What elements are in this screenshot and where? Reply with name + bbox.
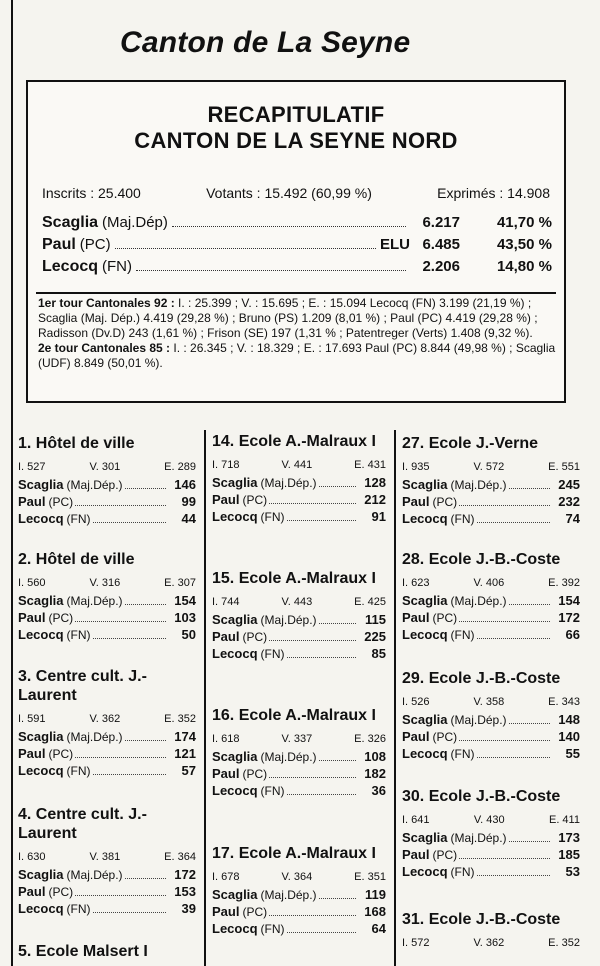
station-inscrits: I. 623 xyxy=(402,577,430,589)
station-inscrits: I. 591 xyxy=(18,713,46,725)
station-inscrits: I. 526 xyxy=(402,696,430,708)
station-votants: V. 381 xyxy=(89,851,121,863)
station-exprimes: E. 326 xyxy=(354,733,386,745)
candidate-party: (FN) xyxy=(450,628,475,642)
station-name: 30. Ecole J.-B.-Coste xyxy=(402,788,561,805)
station-exprimes: E. 352 xyxy=(548,937,580,949)
result-row xyxy=(212,766,386,783)
station-exprimes: E. 431 xyxy=(354,459,386,471)
candidate-party: (Maj.Dép.) xyxy=(450,478,507,492)
station-stats xyxy=(402,577,580,589)
leader-dots xyxy=(459,621,550,622)
result-row xyxy=(18,627,196,644)
candidate-votes: 174 xyxy=(174,729,196,744)
leader-dots xyxy=(319,898,356,899)
candidate-party: (PC) xyxy=(242,905,268,919)
result-row xyxy=(402,627,580,644)
leader-dots xyxy=(75,505,166,506)
candidate-votes: 172 xyxy=(174,867,196,882)
candidate-name: Paul xyxy=(212,492,240,507)
leader-dots xyxy=(509,488,550,489)
candidate-name: Paul xyxy=(18,610,46,625)
station-inscrits: I. 718 xyxy=(212,459,240,471)
station-inscrits: I. 527 xyxy=(18,461,46,473)
result-row xyxy=(18,494,196,511)
station-inscrits: I. 744 xyxy=(212,596,240,608)
leader-dots xyxy=(269,915,356,916)
station-name: 15. Ecole A.-Malraux I xyxy=(212,570,376,587)
result-row xyxy=(402,712,580,729)
leader-dots xyxy=(115,248,376,249)
candidate-name: Scaglia xyxy=(18,593,64,608)
previous-results xyxy=(38,296,556,371)
station-name: 27. Ecole J.-Verne xyxy=(402,435,539,452)
result-row xyxy=(212,904,386,921)
station-name: 5. Ecole Malsert I xyxy=(18,943,148,960)
candidate-name: Lecocq xyxy=(212,509,258,524)
result-row xyxy=(402,494,580,511)
result-row xyxy=(402,477,580,494)
station-name: 17. Ecole A.-Malraux I xyxy=(212,845,376,862)
candidate-name: Paul xyxy=(212,629,240,644)
exprimes: Exprimés : 14.908 xyxy=(437,185,550,201)
station-stats xyxy=(18,577,196,589)
candidate-votes: 44 xyxy=(181,511,196,526)
candidate-name: Lecocq xyxy=(402,627,448,642)
recap-title xyxy=(28,102,564,154)
result-row xyxy=(212,921,386,938)
leader-dots xyxy=(477,757,550,758)
recap-title-line2: CANTON DE LA SEYNE NORD xyxy=(134,128,458,153)
candidate-name: Paul xyxy=(402,610,430,625)
result-row xyxy=(18,610,196,627)
station-votants: V. 406 xyxy=(473,577,505,589)
leader-dots xyxy=(509,723,550,724)
column-rule-1 xyxy=(204,430,206,966)
station-name: 4. Centre cult. J.-Laurent xyxy=(18,806,147,842)
leader-dots xyxy=(269,640,356,641)
polling-station xyxy=(212,569,386,663)
station-exprimes: E. 411 xyxy=(548,814,580,826)
result-row xyxy=(18,884,196,901)
candidate-name: Lecocq xyxy=(18,511,64,526)
candidate-votes: 53 xyxy=(565,864,580,879)
candidate-votes: 64 xyxy=(371,921,386,936)
candidate-name: Paul xyxy=(42,236,76,253)
leader-dots xyxy=(459,740,550,741)
candidate-party: (Maj.Dép.) xyxy=(260,476,317,490)
candidate-name: Lecocq xyxy=(212,646,258,661)
result-row xyxy=(212,783,386,800)
candidate-votes: 185 xyxy=(558,847,580,862)
candidate-name: Lecocq xyxy=(42,258,99,275)
candidate-party: (PC) xyxy=(242,767,268,781)
leader-dots xyxy=(319,760,356,761)
tour2-note xyxy=(38,341,556,371)
candidate-party: (PC) xyxy=(48,885,74,899)
polling-station xyxy=(212,844,386,938)
candidate-name: Lecocq xyxy=(402,746,448,761)
polling-station xyxy=(212,432,386,526)
leader-dots xyxy=(75,757,166,758)
leader-dots xyxy=(93,912,166,913)
polling-station xyxy=(402,787,580,881)
station-exprimes: E. 307 xyxy=(164,577,196,589)
candidate-votes: 173 xyxy=(558,830,580,845)
station-exprimes: E. 425 xyxy=(354,596,386,608)
leader-dots xyxy=(287,657,356,658)
column-rule-2 xyxy=(394,430,396,966)
station-stats xyxy=(402,814,580,826)
leader-dots xyxy=(93,774,166,775)
candidate-party: (PC) xyxy=(432,611,458,625)
station-inscrits: I. 630 xyxy=(18,851,46,863)
leader-dots xyxy=(75,895,166,896)
candidate-party: (PC) xyxy=(432,730,458,744)
station-exprimes: E. 364 xyxy=(164,851,196,863)
candidate-votes: 6.217 xyxy=(422,214,460,231)
leader-dots xyxy=(75,621,166,622)
candidate-party: (PC) xyxy=(432,848,458,862)
station-exprimes: E. 343 xyxy=(548,696,580,708)
candidate-party: (PC) xyxy=(48,747,74,761)
candidate-party: (FN) xyxy=(260,510,285,524)
candidate-name: Lecocq xyxy=(402,511,448,526)
candidate-votes: 115 xyxy=(365,612,386,627)
candidate-party: (Maj.Dép.) xyxy=(260,888,317,902)
station-votants: V. 443 xyxy=(281,596,313,608)
leader-dots xyxy=(125,488,166,489)
station-stats xyxy=(212,733,386,745)
candidate-name: Lecocq xyxy=(212,921,258,936)
candidate-party: (FN) xyxy=(66,764,91,778)
candidate-votes: 108 xyxy=(364,749,386,764)
leader-dots xyxy=(125,740,166,741)
candidate-name: Paul xyxy=(18,494,46,509)
leader-dots xyxy=(287,794,356,795)
result-row xyxy=(18,729,196,746)
station-exprimes: E. 351 xyxy=(354,871,386,883)
candidate-votes: 2.206 xyxy=(422,258,460,275)
polling-station xyxy=(402,550,580,644)
candidate-votes: 50 xyxy=(181,627,196,642)
result-row xyxy=(18,477,196,494)
candidate-name: Scaglia xyxy=(212,475,258,490)
result-row xyxy=(18,593,196,610)
votants: Votants : 15.492 (60,99 %) xyxy=(206,185,372,201)
leader-dots xyxy=(477,875,550,876)
result-row xyxy=(402,610,580,627)
leader-dots xyxy=(509,604,550,605)
station-stats xyxy=(402,937,580,949)
left-rule xyxy=(11,0,13,966)
polling-station xyxy=(402,910,580,953)
recap-box xyxy=(26,80,566,403)
polling-station xyxy=(18,942,196,961)
candidate-votes: 121 xyxy=(174,746,196,761)
candidate-party: (FN) xyxy=(260,922,285,936)
candidate-row xyxy=(42,258,552,280)
candidate-name: Paul xyxy=(402,729,430,744)
station-stats xyxy=(212,459,386,471)
candidate-percent: 43,50 % xyxy=(496,236,552,253)
station-inscrits: I. 572 xyxy=(402,937,430,949)
station-votants: V. 337 xyxy=(281,733,313,745)
tour1-note xyxy=(38,296,556,341)
candidate-party: (FN) xyxy=(450,512,475,526)
station-name: 2. Hôtel de ville xyxy=(18,551,135,568)
leader-dots xyxy=(459,858,550,859)
leader-dots xyxy=(287,932,356,933)
candidate-name: Paul xyxy=(402,494,430,509)
candidate-votes: 168 xyxy=(364,904,386,919)
polling-station xyxy=(18,550,196,644)
station-votants: V. 362 xyxy=(473,937,505,949)
candidate-party: (Maj.Dép.) xyxy=(260,750,317,764)
leader-dots xyxy=(93,638,166,639)
candidate-name: Paul xyxy=(402,847,430,862)
polling-station xyxy=(18,434,196,528)
candidate-percent: 14,80 % xyxy=(496,258,552,275)
station-votants: V. 364 xyxy=(281,871,313,883)
candidate-party: (PC) xyxy=(48,495,74,509)
elected-mark: ELU xyxy=(380,236,410,253)
candidate-party: (FN) xyxy=(450,865,475,879)
station-votants: V. 430 xyxy=(473,814,505,826)
result-row xyxy=(212,887,386,904)
candidate-party: (PC) xyxy=(432,495,458,509)
result-row xyxy=(402,864,580,881)
station-name: 14. Ecole A.-Malraux I xyxy=(212,433,376,450)
station-name: 16. Ecole A.-Malraux I xyxy=(212,707,376,724)
leader-dots xyxy=(125,604,166,605)
candidate-name: Lecocq xyxy=(18,627,64,642)
candidate-name: Scaglia xyxy=(402,712,448,727)
leader-dots xyxy=(125,878,166,879)
candidate-party: (Maj.Dép.) xyxy=(450,831,507,845)
candidate-votes: 232 xyxy=(558,494,580,509)
candidate-name: Lecocq xyxy=(212,783,258,798)
candidate-party: (PC) xyxy=(242,630,268,644)
candidate-votes: 140 xyxy=(558,729,580,744)
station-stats xyxy=(212,596,386,608)
candidate-name: Scaglia xyxy=(212,749,258,764)
candidate-votes: 74 xyxy=(565,511,580,526)
candidate-percent: 41,70 % xyxy=(496,214,552,231)
candidate-party: (FN) xyxy=(66,628,91,642)
station-votants: V. 572 xyxy=(473,461,505,473)
leader-dots xyxy=(459,505,550,506)
station-inscrits: I. 618 xyxy=(212,733,240,745)
result-row xyxy=(212,749,386,766)
candidate-party: (FN) xyxy=(66,512,91,526)
station-stats xyxy=(212,871,386,883)
candidate-votes: 153 xyxy=(174,884,196,899)
candidate-votes: 57 xyxy=(181,763,196,778)
candidate-votes: 99 xyxy=(181,494,196,509)
candidate-votes: 154 xyxy=(174,593,196,608)
tour2-text: I. : 26.345 ; V. : 18.329 ; E. : 17.693 Paul (PC) 8.844 (49,98 %) ; Scaglia (UDF) 8.849 (50,01 %). xyxy=(38,341,556,370)
candidate-votes: 55 xyxy=(565,746,580,761)
tour1-heading: 1er tour Cantonales 92 : xyxy=(38,296,175,310)
station-inscrits: I. 641 xyxy=(402,814,430,826)
leader-dots xyxy=(319,623,356,624)
candidate-votes: 36 xyxy=(371,783,386,798)
station-exprimes: E. 392 xyxy=(548,577,580,589)
leader-dots xyxy=(269,777,356,778)
leader-dots xyxy=(477,522,550,523)
candidate-name: Scaglia xyxy=(18,867,64,882)
candidate-party: (Maj.Dép.) xyxy=(66,868,123,882)
page-title: Canton de La Seyne xyxy=(120,26,411,59)
station-exprimes: E. 352 xyxy=(164,713,196,725)
candidate-row xyxy=(42,214,552,236)
candidate-votes: 128 xyxy=(364,475,386,490)
candidate-name: Scaglia xyxy=(212,612,258,627)
result-row xyxy=(18,511,196,528)
candidate-votes: 91 xyxy=(371,509,386,524)
inscrits: Inscrits : 25.400 xyxy=(42,185,141,201)
candidate-votes: 154 xyxy=(558,593,580,608)
polling-station xyxy=(402,434,580,528)
leader-dots xyxy=(93,522,166,523)
polling-station xyxy=(18,805,196,918)
candidate-name: Scaglia xyxy=(402,830,448,845)
result-row xyxy=(18,867,196,884)
candidate-votes: 172 xyxy=(558,610,580,625)
station-stats xyxy=(18,461,196,473)
candidate-votes: 85 xyxy=(371,646,386,661)
result-row xyxy=(212,629,386,646)
station-votants: V. 301 xyxy=(89,461,121,473)
station-name: 3. Centre cult. J.-Laurent xyxy=(18,668,147,704)
station-exprimes: E. 551 xyxy=(548,461,580,473)
candidate-votes: 245 xyxy=(558,477,580,492)
station-name: 29. Ecole J.-B.-Coste xyxy=(402,670,561,687)
leader-dots xyxy=(287,520,356,521)
candidate-votes: 212 xyxy=(364,492,386,507)
station-votants: V. 441 xyxy=(281,459,313,471)
polling-station xyxy=(212,706,386,800)
station-inscrits: I. 560 xyxy=(18,577,46,589)
result-row xyxy=(402,847,580,864)
candidate-party: (PC) xyxy=(79,236,111,253)
recap-title-line1: RECAPITULATIF xyxy=(207,102,385,127)
candidate-name: Lecocq xyxy=(402,864,448,879)
result-row xyxy=(212,509,386,526)
candidate-name: Paul xyxy=(18,884,46,899)
leader-dots xyxy=(509,841,550,842)
candidate-name: Scaglia xyxy=(402,593,448,608)
candidate-votes: 225 xyxy=(364,629,386,644)
result-row xyxy=(402,511,580,528)
station-votants: V. 358 xyxy=(473,696,505,708)
candidate-party: (PC) xyxy=(242,493,268,507)
candidate-row xyxy=(42,236,552,258)
result-row xyxy=(402,746,580,763)
candidate-votes: 66 xyxy=(565,627,580,642)
leader-dots xyxy=(136,270,406,271)
candidate-name: Scaglia xyxy=(18,729,64,744)
station-inscrits: I. 935 xyxy=(402,461,430,473)
station-stats xyxy=(18,713,196,725)
candidate-party: (FN) xyxy=(260,647,285,661)
candidate-party: (FN) xyxy=(102,258,133,275)
result-row xyxy=(18,763,196,780)
candidate-party: (FN) xyxy=(66,902,91,916)
result-row xyxy=(212,475,386,492)
result-row xyxy=(402,729,580,746)
station-stats xyxy=(402,461,580,473)
candidate-votes: 39 xyxy=(181,901,196,916)
candidate-party: (Maj.Dép) xyxy=(102,214,168,231)
result-row xyxy=(18,746,196,763)
candidate-votes: 148 xyxy=(558,712,580,727)
candidate-party: (Maj.Dép.) xyxy=(66,478,123,492)
candidate-name: Scaglia xyxy=(402,477,448,492)
station-stats xyxy=(402,696,580,708)
result-row xyxy=(402,830,580,847)
recap-divider xyxy=(36,292,556,294)
result-row xyxy=(212,492,386,509)
leader-dots xyxy=(477,638,550,639)
station-name: 31. Ecole J.-B.-Coste xyxy=(402,911,561,928)
candidate-votes: 103 xyxy=(174,610,196,625)
tour2-heading: 2e tour Cantonales 85 : xyxy=(38,341,171,355)
polling-station xyxy=(402,669,580,763)
candidate-name: Lecocq xyxy=(18,901,64,916)
result-row xyxy=(212,612,386,629)
station-exprimes: E. 289 xyxy=(164,461,196,473)
candidate-party: (Maj.Dép.) xyxy=(66,594,123,608)
candidate-party: (Maj.Dép.) xyxy=(260,613,317,627)
result-row xyxy=(402,593,580,610)
candidate-party: (PC) xyxy=(48,611,74,625)
station-name: 1. Hôtel de ville xyxy=(18,435,135,452)
leader-dots xyxy=(172,226,406,227)
candidate-name: Scaglia xyxy=(42,214,99,231)
result-row xyxy=(18,901,196,918)
station-name: 28. Ecole J.-B.-Coste xyxy=(402,551,561,568)
station-inscrits: I. 678 xyxy=(212,871,240,883)
candidate-votes: 6.485 xyxy=(422,236,460,253)
candidate-name: Paul xyxy=(18,746,46,761)
candidate-votes: 146 xyxy=(174,477,196,492)
candidate-name: Scaglia xyxy=(212,887,258,902)
candidate-party: (Maj.Dép.) xyxy=(450,594,507,608)
candidate-name: Scaglia xyxy=(18,477,64,492)
candidate-votes: 182 xyxy=(364,766,386,781)
candidate-party: (Maj.Dép.) xyxy=(450,713,507,727)
result-row xyxy=(212,646,386,663)
recap-stats xyxy=(42,185,550,201)
leader-dots xyxy=(319,486,356,487)
tour1-text: I. : 25.399 ; V. : 15.695 ; E. : 15.094 Lecocq (FN) 3.199 (21,19 %) ; Scaglia (Maj. Dép.) 4.419 (29,28 %) ; Bruno (PS) 1.209 (8,01 %) ; Paul (PC) 4.419 (29,28 %) ; Radisson (Dv.D) 243 (1,61 %) ; Frison (SE) 197 (1,31 % ; Patentreger (Verts) 1.408 (9,32 %). xyxy=(38,296,538,340)
candidate-party: (Maj.Dép.) xyxy=(66,730,123,744)
candidate-name: Paul xyxy=(212,766,240,781)
candidate-votes: 119 xyxy=(365,887,386,902)
polling-station xyxy=(18,667,196,780)
station-stats xyxy=(18,851,196,863)
candidate-name: Paul xyxy=(212,904,240,919)
station-votants: V. 362 xyxy=(89,713,121,725)
candidate-party: (FN) xyxy=(260,784,285,798)
candidate-name: Lecocq xyxy=(18,763,64,778)
leader-dots xyxy=(269,503,356,504)
station-votants: V. 316 xyxy=(89,577,121,589)
candidate-party: (FN) xyxy=(450,747,475,761)
